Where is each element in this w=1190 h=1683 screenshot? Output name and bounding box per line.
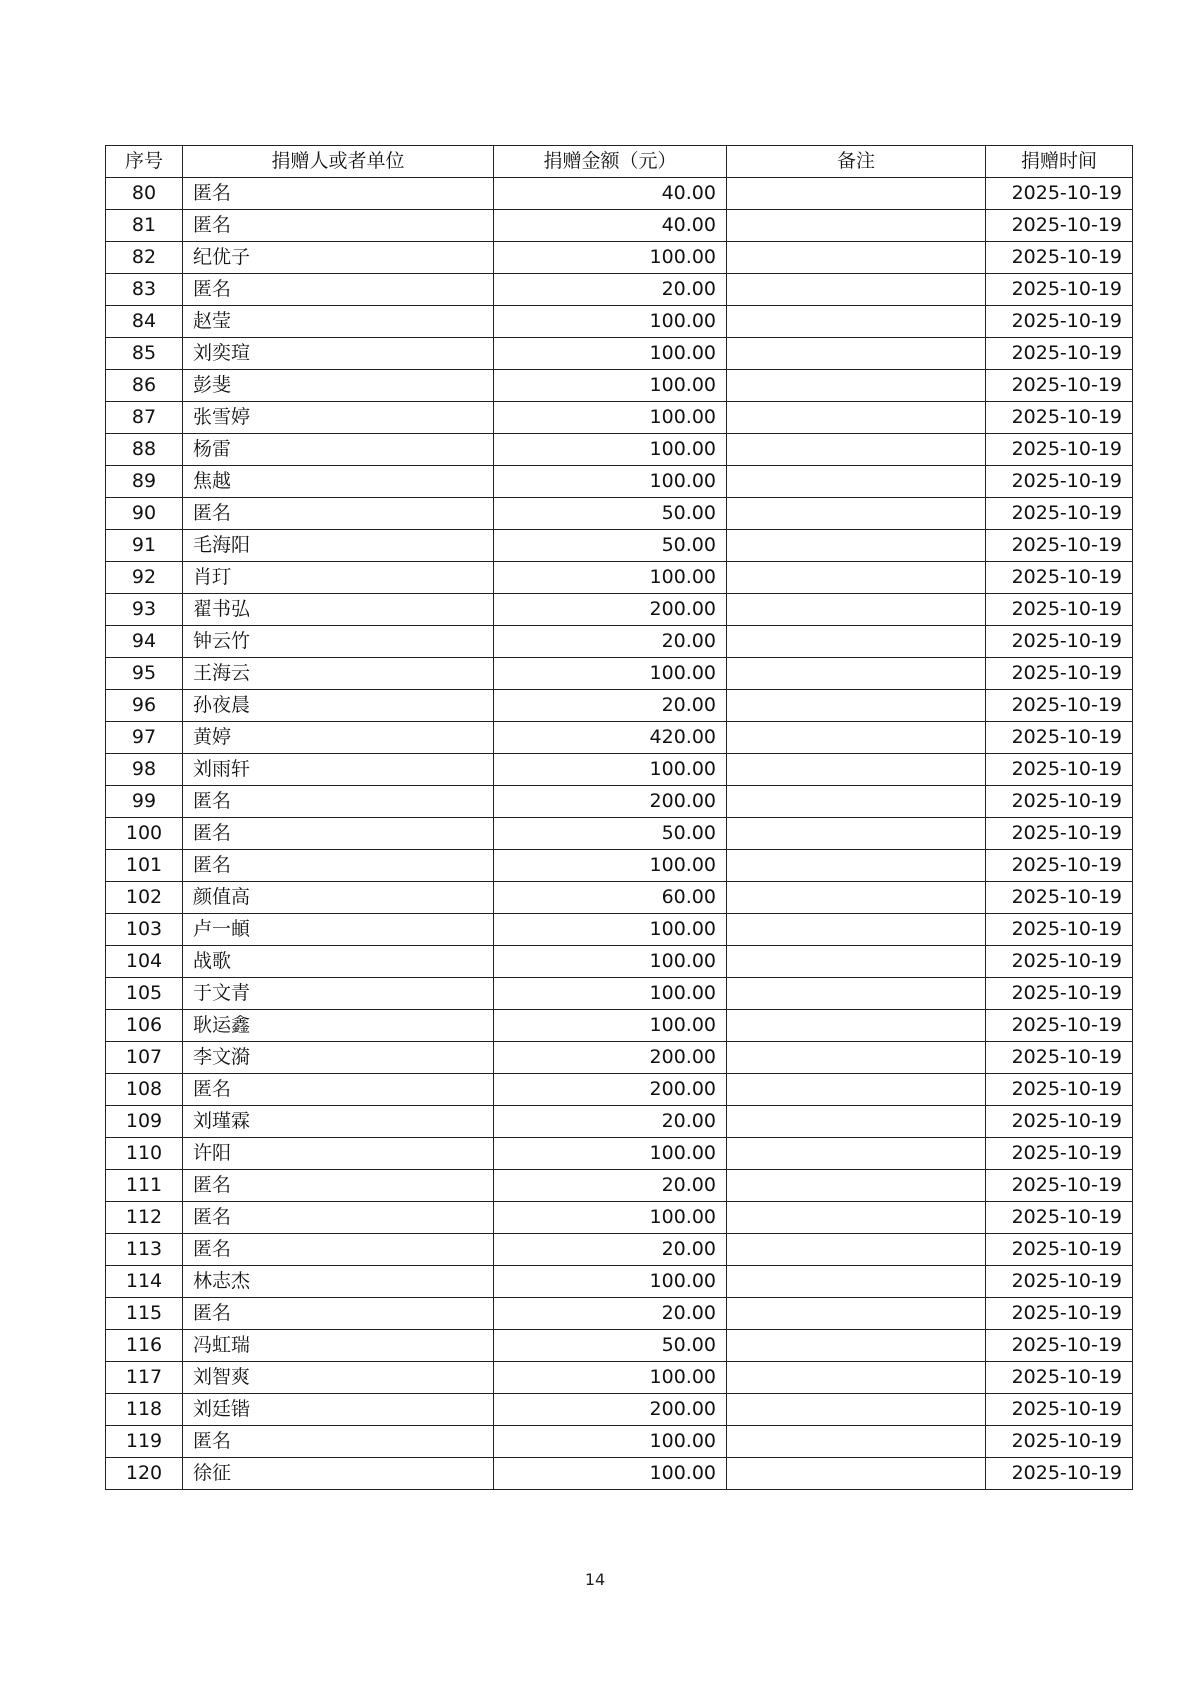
cell-amount: 100.00	[494, 1458, 727, 1490]
cell-amount: 200.00	[494, 1042, 727, 1074]
cell-note	[727, 1266, 986, 1298]
cell-donor: 林志杰	[183, 1266, 494, 1298]
table-row	[106, 722, 1133, 754]
cell-note	[727, 818, 986, 850]
cell-note	[727, 594, 986, 626]
cell-amount: 100.00	[494, 370, 727, 402]
cell-amount: 40.00	[494, 210, 727, 242]
cell-date: 2025-10-19	[986, 434, 1133, 466]
table-row	[106, 594, 1133, 626]
cell-note	[727, 242, 986, 274]
cell-note	[727, 466, 986, 498]
cell-amount: 100.00	[494, 1202, 727, 1234]
cell-amount: 20.00	[494, 1106, 727, 1138]
cell-donor: 钟云竹	[183, 626, 494, 658]
table-row	[106, 466, 1133, 498]
cell-donor: 许阳	[183, 1138, 494, 1170]
cell-seq: 98	[106, 754, 183, 786]
cell-date: 2025-10-19	[986, 1234, 1133, 1266]
cell-donor: 匿名	[183, 850, 494, 882]
cell-seq: 112	[106, 1202, 183, 1234]
cell-date: 2025-10-19	[986, 722, 1133, 754]
table-row	[106, 1426, 1133, 1458]
cell-seq: 102	[106, 882, 183, 914]
cell-date: 2025-10-19	[986, 690, 1133, 722]
cell-note	[727, 1074, 986, 1106]
cell-date: 2025-10-19	[986, 1170, 1133, 1202]
table-row	[106, 1010, 1133, 1042]
cell-date: 2025-10-19	[986, 210, 1133, 242]
table-row	[106, 1042, 1133, 1074]
cell-donor: 匿名	[183, 818, 494, 850]
cell-note	[727, 306, 986, 338]
cell-note	[727, 1362, 986, 1394]
cell-note	[727, 786, 986, 818]
cell-amount: 100.00	[494, 306, 727, 338]
table-row	[106, 178, 1133, 210]
cell-seq: 86	[106, 370, 183, 402]
cell-note	[727, 882, 986, 914]
cell-donor: 匿名	[183, 210, 494, 242]
table-row	[106, 402, 1133, 434]
cell-amount: 200.00	[494, 594, 727, 626]
cell-donor: 冯虹瑞	[183, 1330, 494, 1362]
cell-note	[727, 626, 986, 658]
cell-seq: 85	[106, 338, 183, 370]
cell-amount: 20.00	[494, 274, 727, 306]
cell-amount: 100.00	[494, 978, 727, 1010]
cell-date: 2025-10-19	[986, 1266, 1133, 1298]
cell-date: 2025-10-19	[986, 818, 1133, 850]
cell-amount: 200.00	[494, 1394, 727, 1426]
table-row	[106, 1138, 1133, 1170]
cell-date: 2025-10-19	[986, 1042, 1133, 1074]
table-row	[106, 1266, 1133, 1298]
cell-donor: 翟书弘	[183, 594, 494, 626]
cell-amount: 40.00	[494, 178, 727, 210]
cell-seq: 115	[106, 1298, 183, 1330]
cell-donor: 战歌	[183, 946, 494, 978]
cell-seq: 105	[106, 978, 183, 1010]
cell-donor: 刘奕瑄	[183, 338, 494, 370]
cell-date: 2025-10-19	[986, 274, 1133, 306]
cell-note	[727, 1106, 986, 1138]
cell-note	[727, 402, 986, 434]
cell-amount: 60.00	[494, 882, 727, 914]
table-row	[106, 914, 1133, 946]
table-row	[106, 370, 1133, 402]
cell-date: 2025-10-19	[986, 1010, 1133, 1042]
cell-amount: 100.00	[494, 338, 727, 370]
cell-donor: 匿名	[183, 1234, 494, 1266]
table-row	[106, 690, 1133, 722]
table-row	[106, 1330, 1133, 1362]
cell-seq: 104	[106, 946, 183, 978]
table-row	[106, 1170, 1133, 1202]
cell-date: 2025-10-19	[986, 178, 1133, 210]
cell-donor: 彭斐	[183, 370, 494, 402]
table-row	[106, 850, 1133, 882]
cell-amount: 20.00	[494, 690, 727, 722]
table-row	[106, 530, 1133, 562]
cell-note	[727, 530, 986, 562]
cell-note	[727, 1426, 986, 1458]
cell-seq: 94	[106, 626, 183, 658]
cell-amount: 100.00	[494, 466, 727, 498]
table-row	[106, 1458, 1133, 1490]
cell-note	[727, 498, 986, 530]
table-row	[106, 242, 1133, 274]
table-row	[106, 946, 1133, 978]
cell-seq: 83	[106, 274, 183, 306]
cell-seq: 81	[106, 210, 183, 242]
cell-amount: 100.00	[494, 1426, 727, 1458]
cell-donor: 刘瑾霖	[183, 1106, 494, 1138]
cell-amount: 50.00	[494, 1330, 727, 1362]
cell-amount: 100.00	[494, 1010, 727, 1042]
cell-date: 2025-10-19	[986, 882, 1133, 914]
cell-seq: 97	[106, 722, 183, 754]
cell-seq: 110	[106, 1138, 183, 1170]
cell-donor: 徐征	[183, 1458, 494, 1490]
cell-amount: 50.00	[494, 498, 727, 530]
table-row	[106, 978, 1133, 1010]
cell-date: 2025-10-19	[986, 402, 1133, 434]
cell-donor: 纪优子	[183, 242, 494, 274]
donation-table	[105, 145, 1133, 1490]
cell-date: 2025-10-19	[986, 1202, 1133, 1234]
cell-amount: 100.00	[494, 242, 727, 274]
cell-seq: 116	[106, 1330, 183, 1362]
cell-seq: 107	[106, 1042, 183, 1074]
cell-seq: 101	[106, 850, 183, 882]
cell-date: 2025-10-19	[986, 850, 1133, 882]
header-amount: 捐赠金额（元）	[494, 146, 727, 178]
cell-donor: 孙夜晨	[183, 690, 494, 722]
cell-note	[727, 562, 986, 594]
cell-date: 2025-10-19	[986, 1330, 1133, 1362]
cell-date: 2025-10-19	[986, 370, 1133, 402]
table-row	[106, 338, 1133, 370]
table-row	[106, 498, 1133, 530]
cell-donor: 匿名	[183, 1426, 494, 1458]
cell-note	[727, 754, 986, 786]
cell-seq: 118	[106, 1394, 183, 1426]
cell-note	[727, 1458, 986, 1490]
cell-donor: 焦越	[183, 466, 494, 498]
cell-seq: 91	[106, 530, 183, 562]
cell-donor: 匿名	[183, 1074, 494, 1106]
cell-date: 2025-10-19	[986, 1298, 1133, 1330]
cell-donor: 毛海阳	[183, 530, 494, 562]
cell-donor: 耿运鑫	[183, 1010, 494, 1042]
cell-donor: 卢一頔	[183, 914, 494, 946]
cell-amount: 100.00	[494, 402, 727, 434]
cell-note	[727, 850, 986, 882]
cell-date: 2025-10-19	[986, 1458, 1133, 1490]
cell-amount: 100.00	[494, 562, 727, 594]
table-row	[106, 1074, 1133, 1106]
cell-date: 2025-10-19	[986, 658, 1133, 690]
cell-seq: 119	[106, 1426, 183, 1458]
cell-note	[727, 1042, 986, 1074]
cell-note	[727, 434, 986, 466]
table-row	[106, 754, 1133, 786]
cell-note	[727, 978, 986, 1010]
cell-seq: 84	[106, 306, 183, 338]
table-row	[106, 1202, 1133, 1234]
cell-amount: 50.00	[494, 818, 727, 850]
cell-donor: 匿名	[183, 498, 494, 530]
cell-amount: 100.00	[494, 1266, 727, 1298]
cell-note	[727, 178, 986, 210]
cell-date: 2025-10-19	[986, 1426, 1133, 1458]
cell-note	[727, 1138, 986, 1170]
cell-donor: 赵莹	[183, 306, 494, 338]
table-row	[106, 818, 1133, 850]
cell-note	[727, 1202, 986, 1234]
cell-seq: 106	[106, 1010, 183, 1042]
cell-donor: 匿名	[183, 1298, 494, 1330]
cell-date: 2025-10-19	[986, 946, 1133, 978]
cell-seq: 89	[106, 466, 183, 498]
cell-seq: 108	[106, 1074, 183, 1106]
cell-amount: 20.00	[494, 1234, 727, 1266]
table-row	[106, 1298, 1133, 1330]
table-header-row	[106, 146, 1133, 178]
cell-donor: 刘雨轩	[183, 754, 494, 786]
table-row	[106, 210, 1133, 242]
cell-seq: 88	[106, 434, 183, 466]
cell-seq: 93	[106, 594, 183, 626]
cell-seq: 103	[106, 914, 183, 946]
cell-date: 2025-10-19	[986, 626, 1133, 658]
cell-seq: 95	[106, 658, 183, 690]
table-row	[106, 1234, 1133, 1266]
table-row	[106, 1394, 1133, 1426]
cell-donor: 李文漪	[183, 1042, 494, 1074]
table-row	[106, 882, 1133, 914]
cell-note	[727, 370, 986, 402]
cell-seq: 100	[106, 818, 183, 850]
table-row	[106, 658, 1133, 690]
cell-date: 2025-10-19	[986, 466, 1133, 498]
cell-seq: 90	[106, 498, 183, 530]
cell-seq: 99	[106, 786, 183, 818]
cell-amount: 100.00	[494, 754, 727, 786]
cell-date: 2025-10-19	[986, 498, 1133, 530]
cell-amount: 200.00	[494, 786, 727, 818]
cell-note	[727, 210, 986, 242]
cell-note	[727, 1298, 986, 1330]
cell-donor: 刘智爽	[183, 1362, 494, 1394]
cell-seq: 92	[106, 562, 183, 594]
table-row	[106, 626, 1133, 658]
cell-note	[727, 338, 986, 370]
cell-date: 2025-10-19	[986, 530, 1133, 562]
cell-date: 2025-10-19	[986, 978, 1133, 1010]
cell-date: 2025-10-19	[986, 562, 1133, 594]
cell-date: 2025-10-19	[986, 1106, 1133, 1138]
cell-donor: 匿名	[183, 1170, 494, 1202]
cell-amount: 100.00	[494, 914, 727, 946]
header-donor: 捐赠人或者单位	[183, 146, 494, 178]
table-row	[106, 786, 1133, 818]
cell-date: 2025-10-19	[986, 1394, 1133, 1426]
cell-note	[727, 946, 986, 978]
cell-note	[727, 1234, 986, 1266]
cell-donor: 王海云	[183, 658, 494, 690]
table-row	[106, 1106, 1133, 1138]
cell-donor: 匿名	[183, 1202, 494, 1234]
cell-seq: 82	[106, 242, 183, 274]
cell-note	[727, 914, 986, 946]
cell-donor: 匿名	[183, 274, 494, 306]
cell-note	[727, 1330, 986, 1362]
header-seq: 序号	[106, 146, 183, 178]
cell-note	[727, 1394, 986, 1426]
table-row	[106, 306, 1133, 338]
cell-note	[727, 1010, 986, 1042]
cell-donor: 匿名	[183, 178, 494, 210]
cell-note	[727, 658, 986, 690]
cell-date: 2025-10-19	[986, 338, 1133, 370]
cell-donor: 于文青	[183, 978, 494, 1010]
table-row	[106, 562, 1133, 594]
cell-seq: 87	[106, 402, 183, 434]
cell-seq: 80	[106, 178, 183, 210]
cell-amount: 420.00	[494, 722, 727, 754]
cell-amount: 200.00	[494, 1074, 727, 1106]
cell-date: 2025-10-19	[986, 786, 1133, 818]
cell-donor: 刘廷锴	[183, 1394, 494, 1426]
header-date: 捐赠时间	[986, 146, 1133, 178]
cell-donor: 肖玎	[183, 562, 494, 594]
cell-amount: 100.00	[494, 850, 727, 882]
table-row	[106, 434, 1133, 466]
cell-donor: 杨雷	[183, 434, 494, 466]
cell-amount: 100.00	[494, 658, 727, 690]
cell-amount: 100.00	[494, 946, 727, 978]
cell-date: 2025-10-19	[986, 1138, 1133, 1170]
table-body	[106, 178, 1133, 1490]
cell-date: 2025-10-19	[986, 594, 1133, 626]
cell-amount: 100.00	[494, 1362, 727, 1394]
cell-date: 2025-10-19	[986, 242, 1133, 274]
cell-date: 2025-10-19	[986, 914, 1133, 946]
cell-date: 2025-10-19	[986, 754, 1133, 786]
cell-date: 2025-10-19	[986, 1362, 1133, 1394]
cell-seq: 109	[106, 1106, 183, 1138]
cell-donor: 黄婷	[183, 722, 494, 754]
cell-amount: 20.00	[494, 1298, 727, 1330]
table-row	[106, 274, 1133, 306]
cell-donor: 颜值高	[183, 882, 494, 914]
cell-amount: 50.00	[494, 530, 727, 562]
cell-note	[727, 1170, 986, 1202]
cell-note	[727, 722, 986, 754]
cell-amount: 100.00	[494, 434, 727, 466]
header-note: 备注	[727, 146, 986, 178]
cell-amount: 100.00	[494, 1138, 727, 1170]
cell-donor: 匿名	[183, 786, 494, 818]
cell-note	[727, 690, 986, 722]
cell-amount: 20.00	[494, 1170, 727, 1202]
cell-seq: 96	[106, 690, 183, 722]
cell-donor: 张雪婷	[183, 402, 494, 434]
cell-seq: 117	[106, 1362, 183, 1394]
cell-note	[727, 274, 986, 306]
cell-seq: 113	[106, 1234, 183, 1266]
cell-seq: 114	[106, 1266, 183, 1298]
cell-date: 2025-10-19	[986, 306, 1133, 338]
cell-seq: 120	[106, 1458, 183, 1490]
cell-date: 2025-10-19	[986, 1074, 1133, 1106]
table-row	[106, 1362, 1133, 1394]
cell-amount: 20.00	[494, 626, 727, 658]
cell-seq: 111	[106, 1170, 183, 1202]
page-number: 14	[584, 1570, 606, 1589]
